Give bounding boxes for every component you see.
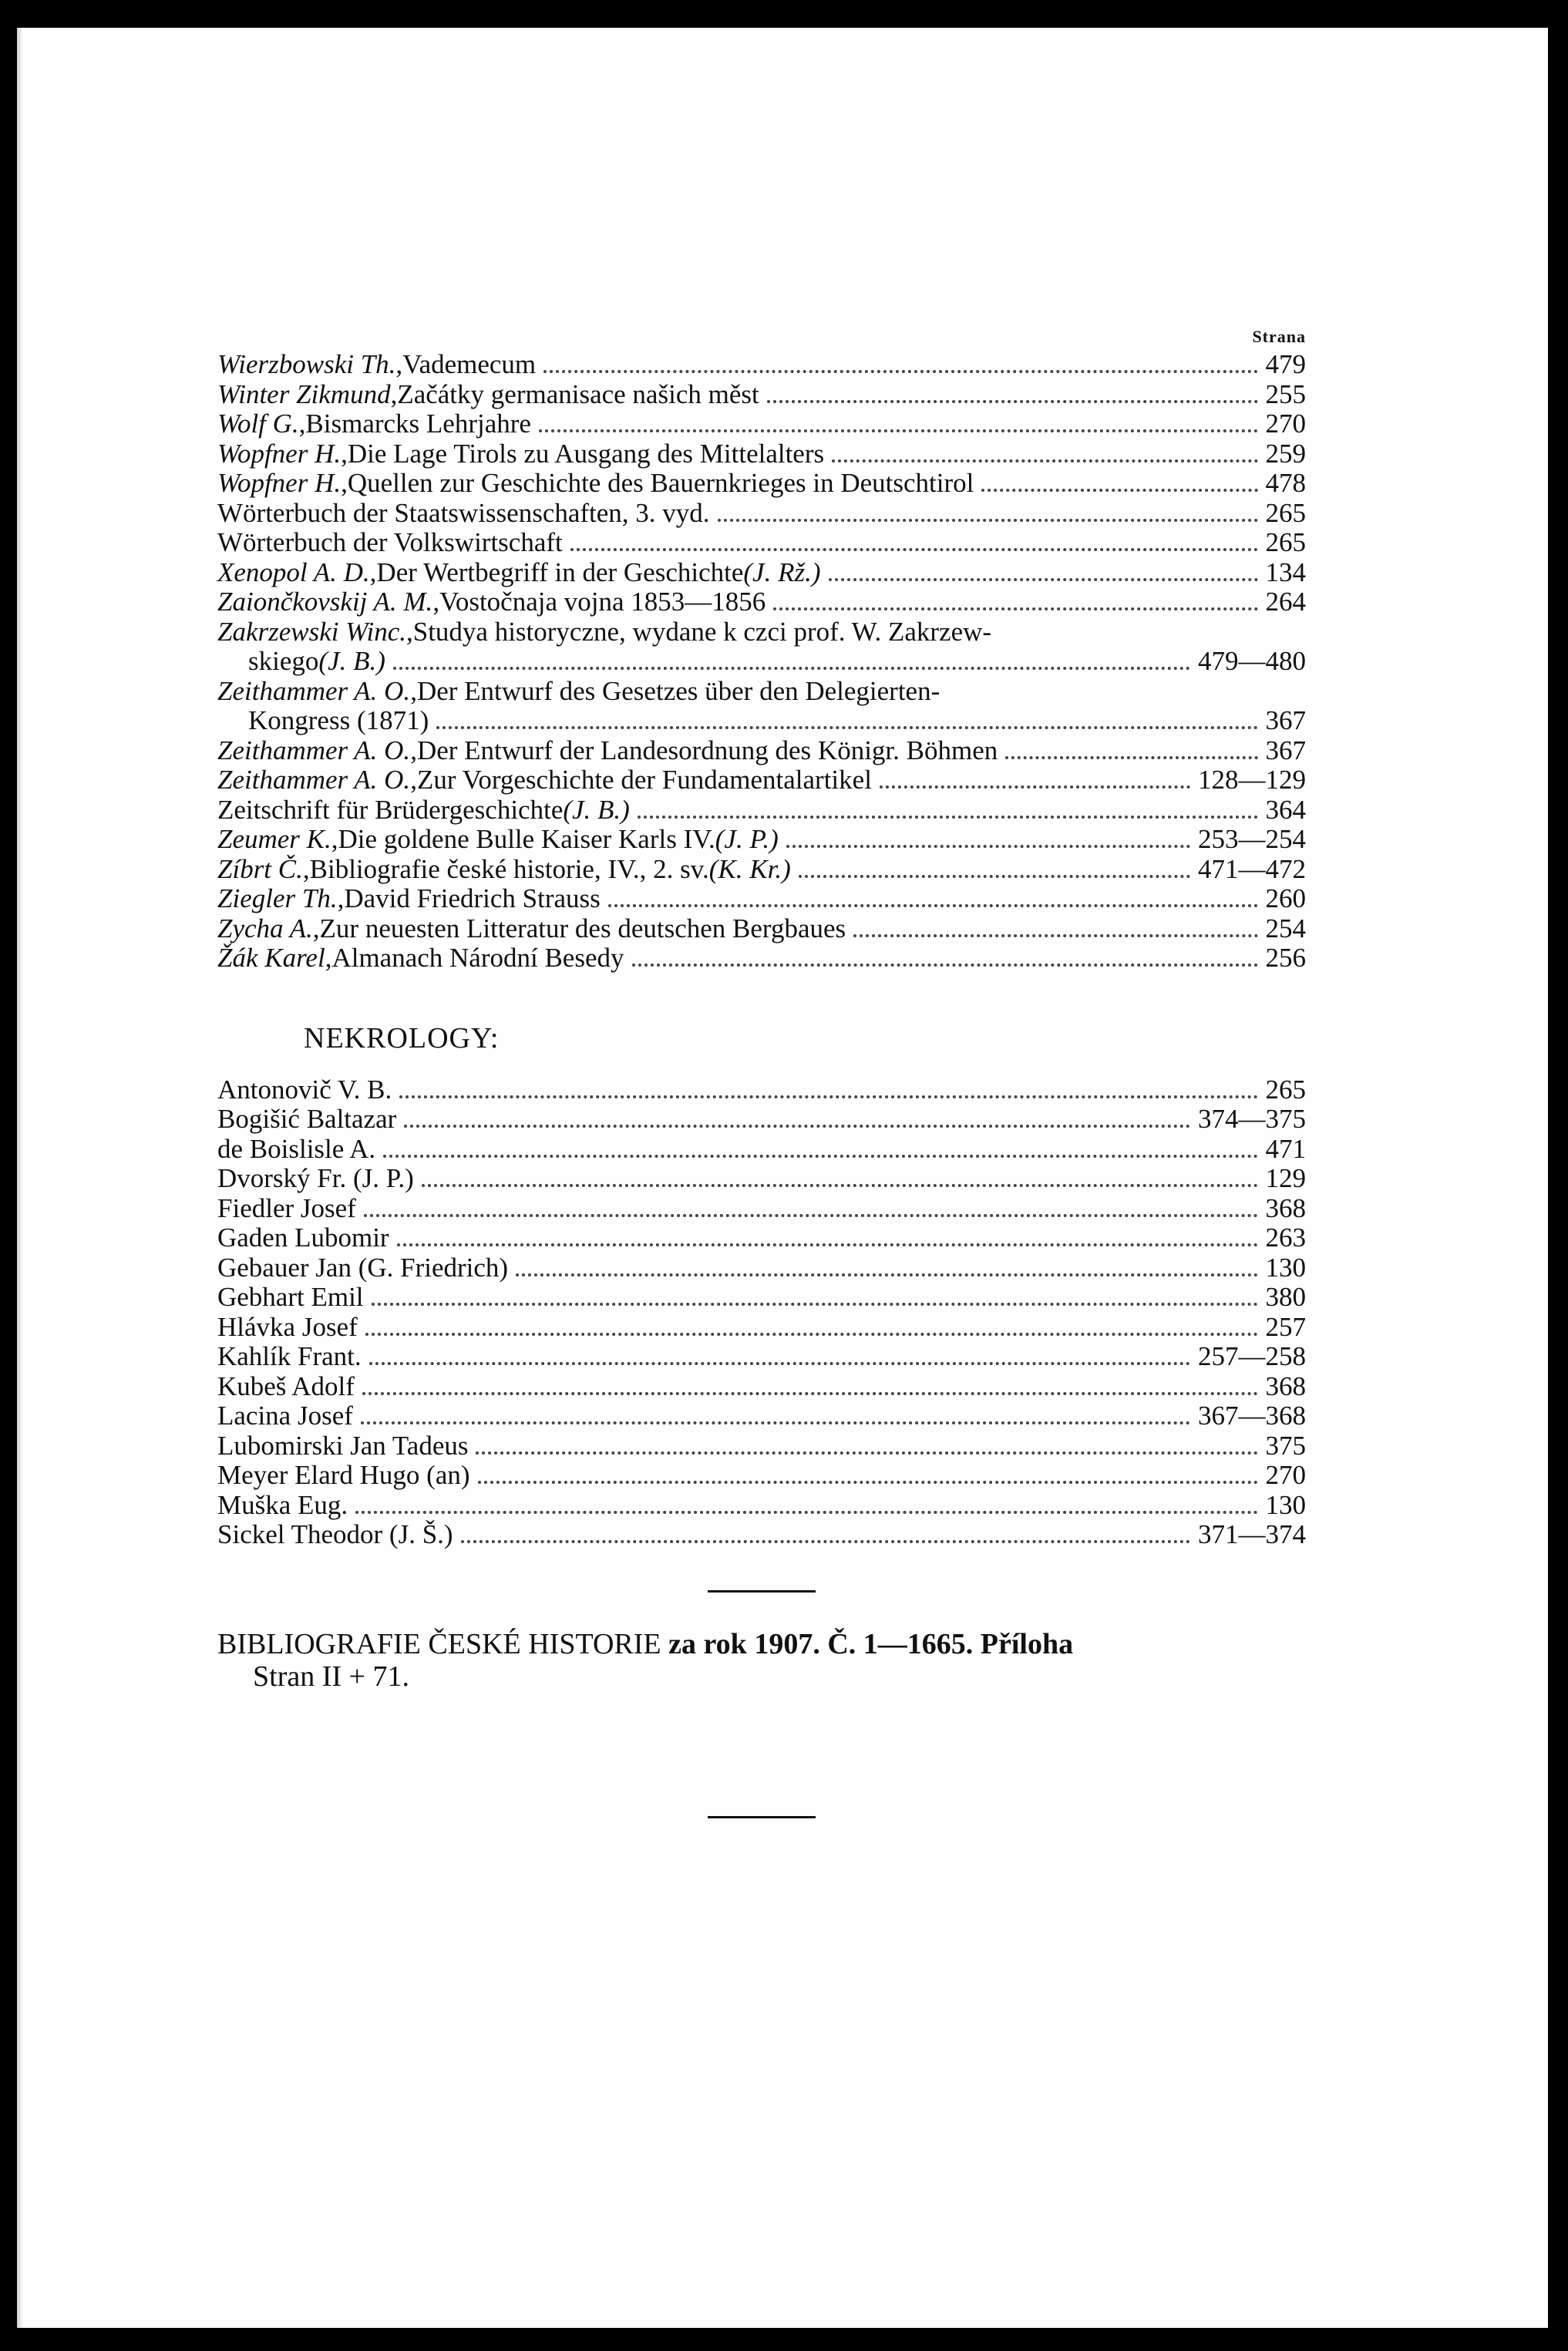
dot-leader — [799, 875, 1190, 878]
dot-leader — [436, 726, 1257, 729]
entry-author: Zeithammer A. O. — [217, 735, 411, 765]
dot-leader — [355, 1511, 1257, 1514]
section-divider — [708, 1590, 816, 1593]
entry-author: Zycha A. — [217, 913, 313, 943]
entry-page: 367 — [1265, 705, 1306, 735]
index-entry — [217, 914, 1306, 944]
index-column — [217, 324, 1306, 1818]
dot-leader — [767, 400, 1258, 403]
entry-author: Zíbrt Č. — [217, 853, 303, 884]
nekrology-name: Meyer Elard Hugo (an) — [217, 1460, 470, 1490]
dot-leader — [365, 1333, 1258, 1336]
nekrology-page: 380 — [1265, 1282, 1306, 1312]
nekrology-item — [217, 1164, 1306, 1194]
nekrology-name: Antonovič V. B. — [217, 1074, 392, 1105]
entry-title: Wörterbuch der Staatswissenschaften, 3. vyd. — [217, 497, 710, 528]
dot-leader — [399, 1095, 1257, 1098]
entry-title: Zur neuesten Litteratur des deutschen Bergbaues — [319, 913, 846, 943]
nekrology-page: 374—375 — [1198, 1104, 1306, 1134]
entry-reviewer: (J. B.) — [563, 794, 630, 825]
dot-leader — [397, 1243, 1258, 1246]
bibliography-line-1 — [217, 1628, 1306, 1660]
index-entry — [217, 736, 1306, 766]
entry-title: Der Entwurf der Landesordnung des Königr. Böhmen — [416, 735, 998, 765]
entry-page: 479 — [1265, 349, 1306, 379]
entry-reviewer: (J. B.) — [318, 646, 385, 676]
nekrology-name: Fiedler Josef — [217, 1192, 356, 1223]
index-entry — [217, 943, 1306, 974]
nekrology-name: Hlávka Josef — [217, 1311, 358, 1342]
entry-title: Der Wertbegriff in der Geschichte — [376, 557, 744, 587]
index-entries — [217, 350, 1306, 974]
dot-leader — [786, 845, 1190, 848]
entry-separator: , — [390, 378, 398, 409]
entry-author: Wopfner H. — [217, 438, 342, 469]
column-label-strana: Strana — [1252, 327, 1306, 346]
bibliography-note — [217, 1628, 1306, 1693]
nekrology-item — [217, 1075, 1306, 1105]
nekrology-page: 367—368 — [1198, 1401, 1306, 1431]
index-entry — [217, 439, 1306, 469]
entry-page: 253—254 — [1198, 824, 1306, 854]
entry-author: Zeumer K. — [217, 824, 331, 854]
index-entry — [217, 558, 1306, 588]
nekrology-name: Gaden Lubomir — [217, 1223, 389, 1253]
nekrology-name: Kubeš Adolf — [217, 1371, 355, 1401]
index-entry — [217, 469, 1306, 499]
nekrology-name: Muška Eug. — [217, 1489, 348, 1520]
entry-title: Die goldene Bulle Kaiser Karls IV. — [338, 824, 715, 854]
dot-leader — [1005, 756, 1257, 759]
entry-page: 265 — [1265, 527, 1306, 557]
entry-title: Studya historyczne, wydane k czci prof. W. Zakrzew- — [412, 616, 992, 647]
entry-separator: , — [337, 883, 345, 913]
entry-page: 254 — [1265, 913, 1306, 943]
dot-leader — [478, 1481, 1258, 1484]
index-entry — [217, 587, 1306, 617]
dot-leader — [981, 489, 1257, 492]
bottom-divider — [708, 1816, 816, 1818]
index-entry-continuation — [217, 706, 1306, 736]
nekrology-page: 368 — [1265, 1192, 1306, 1223]
dot-leader — [829, 578, 1258, 581]
nekrology-page: 129 — [1265, 1163, 1306, 1193]
index-entry-continuation — [217, 647, 1306, 677]
nekrology-name: Lacina Josef — [217, 1401, 353, 1431]
dot-leader — [632, 964, 1258, 967]
nekrology-item — [217, 1194, 1306, 1224]
entry-title: Bibliografie české historie, IV., 2. sv. — [309, 853, 709, 884]
entry-separator: , — [369, 557, 377, 587]
nekrology-name: Sickel Theodor (J. Š.) — [217, 1519, 453, 1549]
entry-page: 260 — [1265, 883, 1306, 913]
dot-leader — [422, 1184, 1258, 1187]
entry-author: Zakrzewski Winc. — [217, 616, 406, 647]
nekrology-item — [217, 1313, 1306, 1343]
entry-reviewer: (K. Kr.) — [708, 853, 791, 884]
entry-author: Winter Zikmund — [217, 378, 391, 409]
index-entry — [217, 499, 1306, 529]
entry-title: Quellen zur Geschichte des Bauernkrieges in Deutschtirol — [347, 468, 974, 498]
nekrology-page: 375 — [1265, 1430, 1306, 1461]
index-entry — [217, 380, 1306, 410]
dot-leader — [369, 1362, 1190, 1365]
entry-separator: , — [395, 349, 403, 379]
entry-separator: , — [331, 824, 338, 854]
nekrology-name: Gebauer Jan (G. Friedrich) — [217, 1252, 509, 1283]
nekrology-page: 368 — [1265, 1371, 1306, 1401]
nekrology-page: 130 — [1265, 1252, 1306, 1283]
dot-leader — [570, 548, 1258, 551]
dot-leader — [853, 934, 1257, 937]
dot-leader — [638, 816, 1258, 819]
entry-author: Zaiončkovskij A. M. — [217, 587, 433, 617]
nekrology-item — [217, 1431, 1306, 1461]
nekrology-page: 265 — [1265, 1074, 1306, 1105]
nekrology-list — [217, 1075, 1306, 1550]
dot-leader — [718, 519, 1258, 522]
bibliography-title: BIBLIOGRAFIE ČESKÉ HISTORIE — [217, 1627, 661, 1660]
dot-leader — [543, 370, 1257, 373]
dot-leader — [539, 429, 1258, 432]
entry-title: Bismarcks Lehrjahre — [305, 409, 531, 439]
bibliography-line-2: Stran II + 71. — [253, 1660, 409, 1693]
entry-author: Žák Karel — [217, 943, 325, 973]
dot-leader — [362, 1392, 1258, 1395]
entry-separator: , — [410, 765, 417, 795]
entry-page: 259 — [1265, 438, 1306, 469]
entry-author: Wolf G. — [217, 409, 299, 439]
entry-page: 265 — [1265, 497, 1306, 528]
entry-page: 264 — [1265, 587, 1306, 617]
entry-separator: , — [325, 943, 332, 973]
nekrology-item — [217, 1342, 1306, 1372]
nekrology-page: 257 — [1265, 1311, 1306, 1342]
nekrology-item — [217, 1253, 1306, 1283]
index-entry — [217, 528, 1306, 558]
index-entry — [217, 825, 1306, 855]
entry-page: 256 — [1265, 943, 1306, 973]
entry-separator: , — [302, 853, 310, 884]
nekrology-heading: NEKROLOGY: — [304, 1021, 500, 1054]
entry-author: Zeithammer A. O. — [217, 675, 411, 706]
entry-title: Die Lage Tirols zu Ausgang des Mittelalters — [347, 438, 825, 469]
entry-separator: , — [410, 735, 417, 765]
nekrology-item — [217, 1223, 1306, 1253]
nekrology-item — [217, 1520, 1306, 1550]
entry-page: 128—129 — [1198, 765, 1306, 795]
entry-page: 478 — [1265, 468, 1306, 498]
entry-title: Wörterbuch der Volkswirtschaft — [217, 527, 563, 557]
nekrology-page: 471 — [1265, 1133, 1306, 1164]
dot-leader — [361, 1421, 1190, 1424]
entry-separator: , — [432, 587, 440, 617]
entry-title: Zur Vorgeschichte der Fundamentalartikel — [416, 765, 872, 795]
entry-page: 134 — [1265, 557, 1306, 587]
entry-author: Wopfner H. — [217, 468, 342, 498]
nekrology-item — [217, 1283, 1306, 1313]
nekrology-name: Bogišić Baltazar — [217, 1104, 397, 1134]
entry-separator: , — [312, 913, 320, 943]
nekrology-name: Dvorský Fr. (J. P.) — [217, 1163, 414, 1193]
entry-page: 255 — [1265, 378, 1306, 409]
nekrology-item — [217, 1401, 1306, 1431]
nekrology-page: 270 — [1265, 1460, 1306, 1490]
nekrology-item — [217, 1372, 1306, 1402]
nekrology-name: Kahlík Frant. — [217, 1341, 362, 1371]
nekrology-item — [217, 1461, 1306, 1491]
entry-title: Začátky germanisace našich měst — [397, 378, 759, 409]
page-sheet — [17, 28, 1548, 2328]
entry-title-cont: Kongress (1871) — [248, 705, 429, 735]
entry-separator: , — [341, 438, 348, 469]
entry-author: Ziegler Th. — [217, 883, 338, 913]
nekrology-page: 257—258 — [1198, 1341, 1306, 1371]
index-entry — [217, 884, 1306, 914]
index-entry — [217, 409, 1306, 439]
entry-separator: , — [410, 675, 417, 706]
entry-page: 367 — [1265, 735, 1306, 765]
index-entry — [217, 795, 1306, 826]
entry-author: Xenopol A. D. — [217, 557, 370, 587]
dot-leader — [516, 1273, 1257, 1276]
entry-title: Almanach Národní Besedy — [331, 943, 624, 973]
dot-leader — [383, 1155, 1257, 1158]
entry-title: Vademecum — [402, 349, 537, 379]
entry-title: Zeitschrift für Brüdergeschichte — [217, 794, 564, 825]
entry-page: 479—480 — [1198, 646, 1306, 676]
entry-title: Der Entwurf des Gesetzes über den Delegierten- — [416, 675, 940, 706]
index-entry — [217, 855, 1306, 885]
dot-leader — [372, 1303, 1258, 1306]
entry-title: Vostočnaja vojna 1853—1856 — [439, 587, 766, 617]
entry-author: Wierzbowski Th. — [217, 349, 396, 379]
entry-page: 364 — [1265, 794, 1306, 825]
nekrology-page: 263 — [1265, 1223, 1306, 1253]
dot-leader — [461, 1540, 1190, 1543]
entry-title: David Friedrich Strauss — [344, 883, 601, 913]
nekrology-name: Lubomirski Jan Tadeus — [217, 1430, 469, 1461]
entry-separator: , — [405, 616, 413, 647]
dot-leader — [476, 1451, 1257, 1455]
nekrology-name: de Boislisle A. — [217, 1133, 376, 1164]
index-entry — [217, 617, 1306, 647]
dot-leader — [832, 459, 1257, 462]
entry-separator: , — [298, 409, 306, 439]
dot-leader — [880, 785, 1190, 789]
dot-leader — [404, 1125, 1190, 1128]
dot-leader — [773, 607, 1257, 610]
index-entry — [217, 765, 1306, 795]
bibliography-rest: za rok 1907. Č. 1—1665. Příloha — [668, 1627, 1074, 1660]
dot-leader — [608, 904, 1258, 907]
entry-separator: , — [341, 468, 348, 498]
entry-author: Zeithammer A. O. — [217, 765, 411, 795]
index-entry — [217, 350, 1306, 380]
index-entry — [217, 677, 1306, 707]
entry-title-cont: skiego — [248, 646, 319, 676]
nekrology-page: 130 — [1265, 1489, 1306, 1520]
nekrology-name: Gebhart Emil — [217, 1282, 364, 1312]
page-edge-shadow — [17, 28, 23, 2328]
nekrology-page: 371—374 — [1198, 1519, 1306, 1549]
nekrology-item — [217, 1105, 1306, 1135]
dot-leader — [393, 667, 1190, 670]
nekrology-item — [217, 1491, 1306, 1521]
dot-leader — [364, 1214, 1258, 1217]
entry-page: 270 — [1265, 409, 1306, 439]
entry-page: 471—472 — [1198, 853, 1306, 884]
nekrology-item — [217, 1135, 1306, 1165]
entry-reviewer: (J. P.) — [715, 824, 779, 854]
entry-reviewer: (J. Rž.) — [743, 557, 821, 587]
